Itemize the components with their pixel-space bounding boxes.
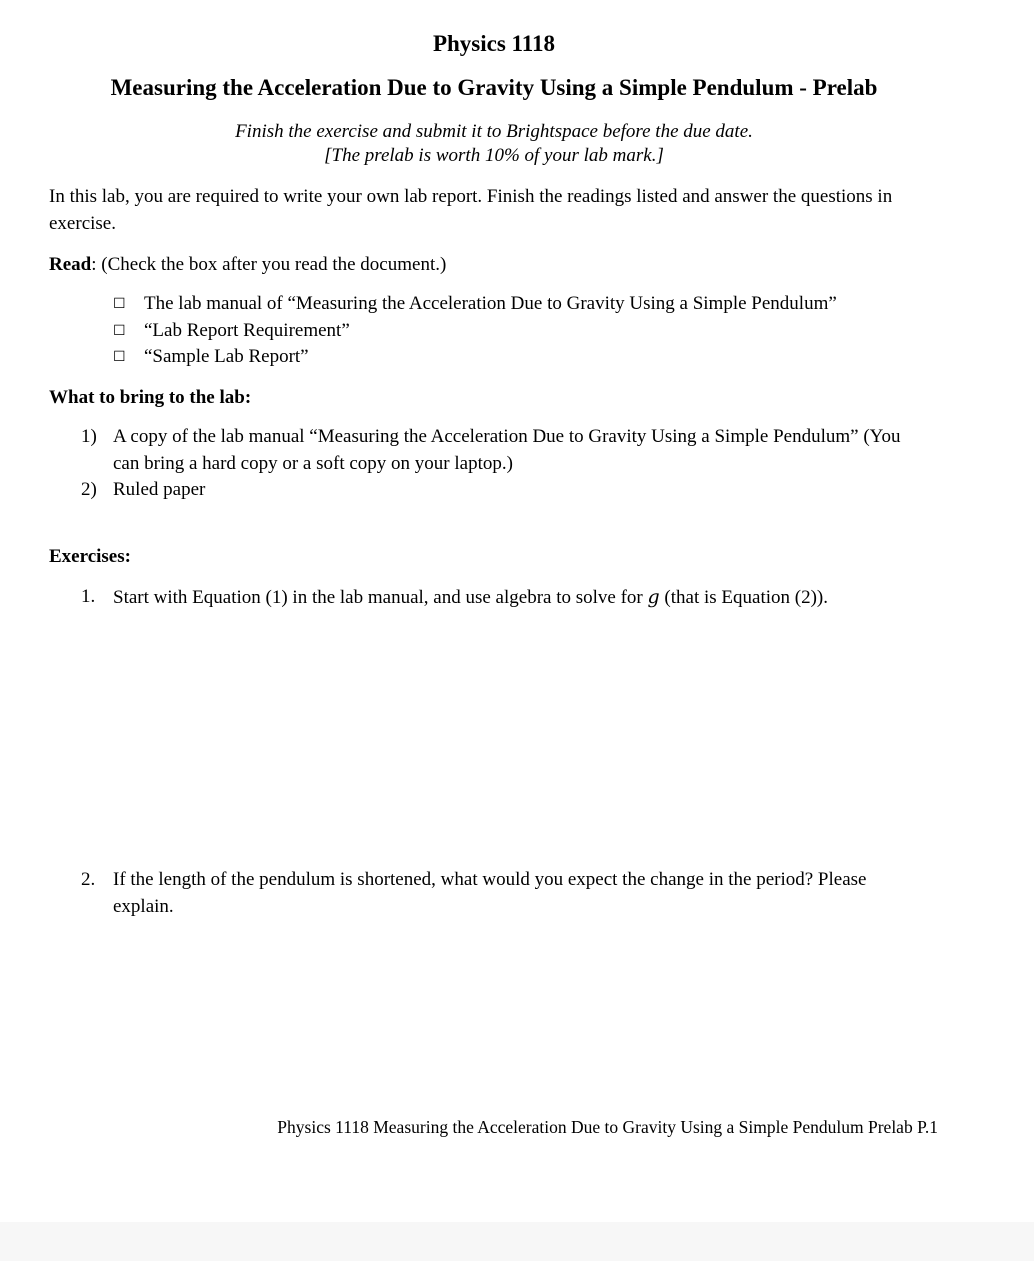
intro-paragraph: In this lab, you are required to write your own lab report. Finish the readings listed and answer the questions in exercise. [49,186,893,234]
list-item [81,477,911,504]
checklist-item-label: “Sample Lab Report” [144,346,309,367]
submission-note [0,120,988,168]
variable-g: g [647,586,660,608]
list-item-number: 2) [81,479,97,500]
exercises-heading: Exercises: [49,546,131,567]
reading-checklist [113,291,837,371]
checklist-item [113,291,837,318]
bring-list [81,424,911,504]
list-item [81,424,911,477]
checkbox-icon[interactable]: ☐ [113,349,126,365]
question-text-part: (that is Equation (2)). [659,587,828,608]
checklist-item [113,318,837,345]
bring-heading: What to bring to the lab: [49,387,252,408]
exercise-question-1 [81,584,911,612]
list-item-number: 1) [81,426,97,447]
question-number: 2. [81,869,96,890]
read-section [49,251,909,278]
page-subtitle: Measuring the Acceleration Due to Gravity Using a Simple Pendulum - Prelab [110,75,878,100]
checklist-item-label: “Lab Report Requirement” [144,319,350,341]
checkbox-icon[interactable]: ☐ [113,322,126,339]
viewer-bottom-band [0,1222,1034,1261]
note-line-1: Finish the exercise and submit it to Brightspace before the due date. [235,121,753,142]
checkbox-icon[interactable]: ☐ [113,296,126,312]
note-line-2: [The prelab is worth 10% of your lab mark.] [324,145,664,166]
page-footer: Physics 1118 Measuring the Acceleration Due to Gravity Using a Simple Pendulum Prelab P.1 [277,1117,938,1137]
checklist-item [113,344,837,371]
question-text: If the length of the pendulum is shortened, what would you expect the change in the period? Please explain. [113,869,867,917]
checklist-item-label: The lab manual of “Measuring the Acceleration Due to Gravity Using a Simple Pendulum” [144,293,837,314]
list-item-text: A copy of the lab manual “Measuring the Acceleration Due to Gravity Using a Simple Pendulum” (You can bring a hard copy or a soft copy on your laptop.) [113,426,901,474]
question-text [113,584,911,612]
page-title: Physics 1118 [432,31,556,56]
list-item-text: Ruled paper [113,479,206,500]
read-label: Read [49,254,92,275]
question-number: 1. [81,586,96,607]
question-text-part: Start with Equation (1) in the lab manual, and use algebra to solve for [113,587,648,608]
exercise-question-2 [81,867,911,920]
read-instruction: : (Check the box after you read the document.) [91,254,447,275]
